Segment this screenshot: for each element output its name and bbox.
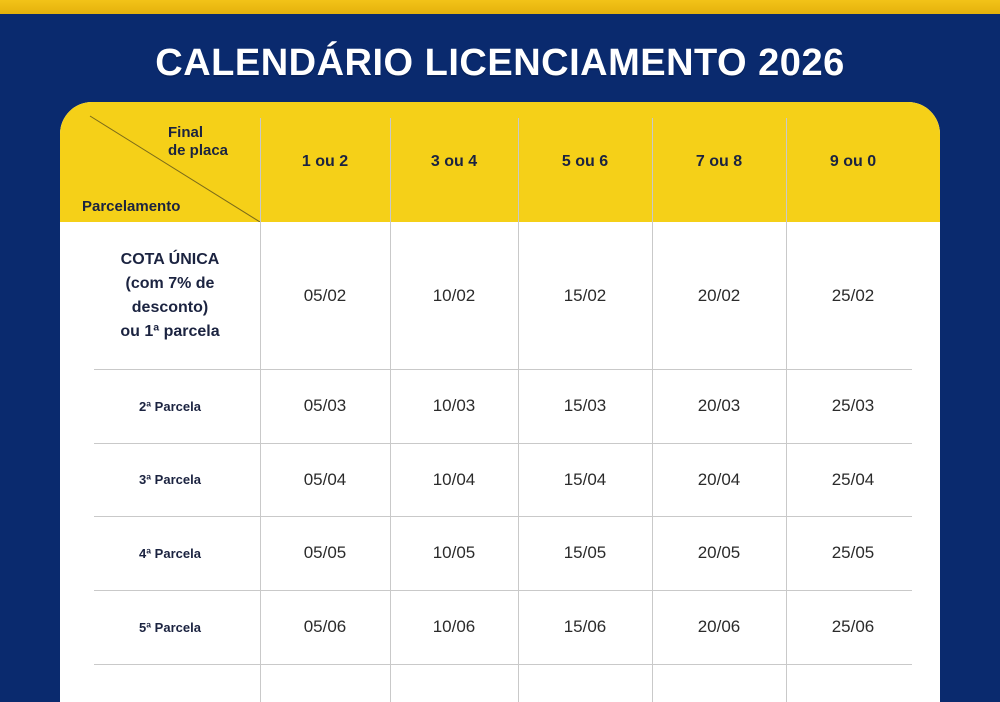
page-title: CALENDÁRIO LICENCIAMENTO 2026 [155, 42, 845, 84]
date-cell: 10/02 [432, 285, 476, 305]
date-cell: 25/03 [831, 396, 875, 415]
date-cell: 10/04 [432, 469, 476, 489]
row-label: 3ª Parcela [139, 472, 201, 487]
row-label: 4ª Parcela [139, 545, 201, 561]
column-header: 3 ou 4 [430, 153, 478, 170]
date-cell: 20/06 [697, 617, 741, 636]
date-cell: 20/05 [697, 543, 741, 562]
date-cell: 15/03 [563, 396, 607, 415]
table-header [60, 102, 940, 222]
date-cell: 25/06 [831, 617, 875, 636]
row-label: 2ª Parcela [139, 398, 201, 414]
header-installment-label: Parcelamento [82, 198, 181, 215]
calendar-table [60, 102, 940, 702]
date-cell: 20/04 [697, 469, 741, 489]
column-header: 9 ou 0 [829, 153, 877, 170]
date-cell: 20/03 [697, 396, 741, 415]
date-cell: 15/06 [563, 617, 607, 636]
date-cell: 10/03 [432, 396, 476, 415]
date-cell: 10/05 [432, 543, 476, 562]
column-header: 5 ou 6 [561, 153, 609, 170]
date-cell: 25/05 [831, 543, 875, 562]
date-cell: 05/06 [303, 617, 347, 636]
column-header: 1 ou 2 [301, 153, 349, 170]
date-cell: 15/02 [563, 285, 607, 305]
column-header: 7 ou 8 [695, 153, 743, 170]
date-cell: 25/04 [831, 469, 875, 489]
grid-line [94, 664, 912, 665]
date-cell: 15/04 [563, 469, 607, 489]
date-cell: 15/05 [563, 543, 607, 562]
date-cell: 05/03 [303, 396, 347, 415]
date-cell: 20/02 [697, 285, 741, 305]
row-label: 5ª Parcela [139, 619, 201, 635]
date-cell: 05/02 [303, 285, 347, 305]
date-cell: 25/02 [831, 285, 875, 305]
date-cell: 10/06 [432, 617, 476, 636]
top-accent-bar [0, 0, 1000, 14]
date-cell: 05/04 [303, 469, 347, 489]
header-plate-label: Final de placa [168, 124, 229, 159]
date-cell: 05/05 [303, 543, 347, 562]
row-label: COTA ÚNICA (com 7% de desconto) ou 1ª parcela [120, 250, 220, 340]
